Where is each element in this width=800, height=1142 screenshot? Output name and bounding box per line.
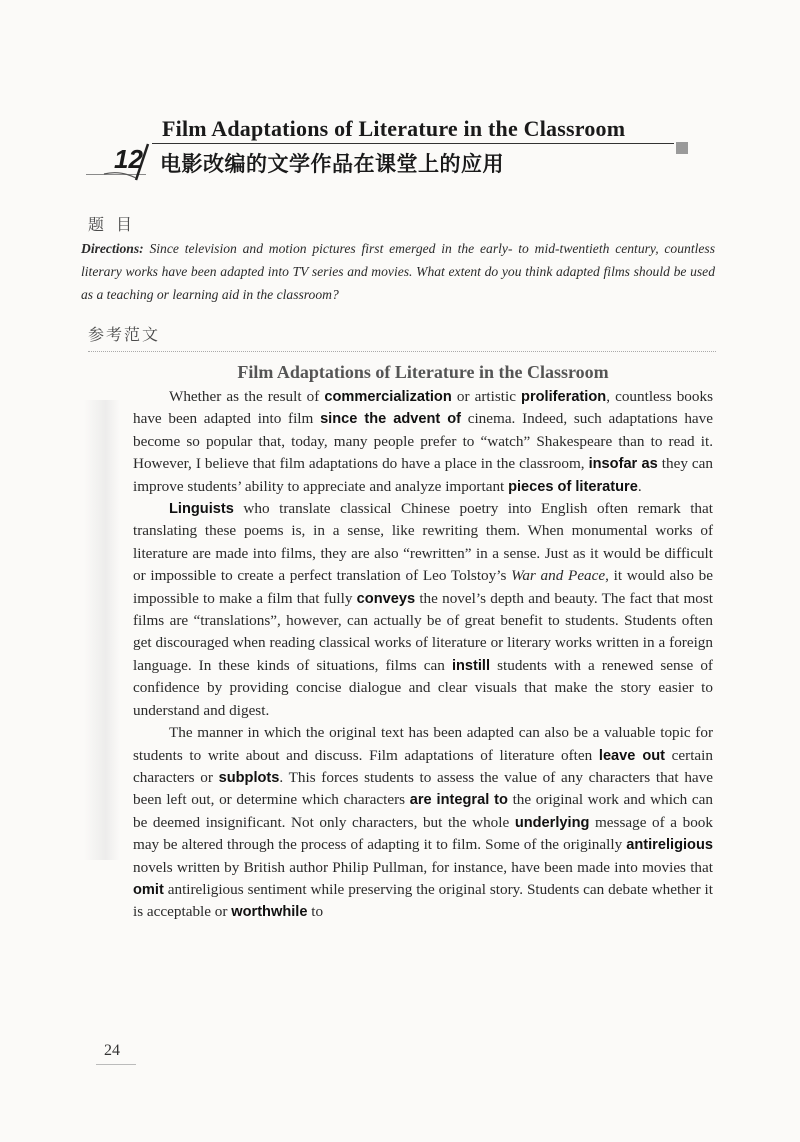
essay-paragraph-3	[133, 722, 713, 924]
essay-text: the original work and which can be deemed insignificant. Not only characters, but the whole	[133, 791, 713, 831]
directions-text	[81, 237, 715, 306]
page-number: 24	[104, 1042, 120, 1059]
reference-section-label: 参考范文	[88, 325, 161, 344]
essay-text: they can improve students’ ability to appreciate and analyze important	[133, 455, 714, 495]
essay-paragraph-2	[133, 498, 713, 722]
essay-text: certain characters or	[133, 746, 713, 786]
essay-text: . This forces students to assess the value of any characters that have been left out, or determine which characters	[133, 768, 713, 809]
vocabulary-keyword: pieces of literature	[508, 478, 638, 495]
vocabulary-keyword: commercialization	[324, 389, 452, 405]
essay-text: .	[637, 477, 642, 495]
chapter-number: 12	[114, 144, 143, 174]
scan-shadow	[84, 400, 120, 860]
directions-label: Directions:	[81, 241, 144, 256]
essay-text: , countless books have been adapted into film	[133, 388, 713, 428]
chapter-title-english: Film Adaptations of Literature in the Classroom	[162, 116, 626, 141]
directions-body: Since television and motion pictures first emerged in the early- to mid-twentieth century, countless literary works have been adapted into TV series and movies. What extent do you think adapted films should be used as a teaching or learning aid in the classroom?	[81, 241, 715, 302]
essay-text: , it would also be impossible to make a film that fully	[133, 567, 713, 607]
vocabulary-keyword: omit	[133, 881, 164, 898]
vocabulary-keyword: conveys	[356, 590, 416, 607]
vocabulary-keyword: subplots	[218, 769, 280, 786]
essay-title: Film Adaptations of Literature in the Classroom	[237, 362, 609, 382]
reference-rule	[88, 351, 716, 352]
vocabulary-keyword: leave out	[598, 747, 666, 764]
essay-text: antireligious sentiment while preserving the original story. Students can debate whether it is acceptable or	[133, 880, 713, 921]
essay-text: students with a renewed sense of confidence by providing concise dialogue and clear visuals that make the story easier to understand and digest.	[133, 656, 713, 719]
header-rule	[152, 143, 674, 144]
decorative-square-icon	[676, 142, 688, 154]
vocabulary-keyword: insofar as	[588, 456, 658, 473]
vocabulary-keyword: Linguists	[169, 501, 234, 518]
vocabulary-keyword: instill	[451, 657, 491, 674]
vocabulary-keyword: are integral to	[409, 792, 508, 809]
prompt-section-label: 题目	[88, 215, 145, 234]
essay-text: Whether as the result of	[169, 388, 325, 405]
essay-text: to	[307, 903, 324, 921]
essay-text: the novel’s depth and beauty. The fact that most films are “translations”, however, can actually be of great benefit to students. Students often get discouraged when reading classical works of literature or literary works written in a foreign language. In these kinds of situations, films can	[133, 589, 713, 674]
essay-text: message of a book may be altered through the process of adapting it to film. Some of the originally	[133, 813, 713, 854]
chapter-title-chinese: 电影改编的文学作品在课堂上的应用	[160, 152, 504, 176]
essay-body	[133, 386, 713, 924]
vocabulary-keyword: since the advent of	[320, 411, 461, 428]
vocabulary-keyword: antireligious	[626, 837, 713, 854]
vocabulary-keyword: worthwhile	[231, 904, 308, 921]
essay-text: cinema. Indeed, such adaptations have become so popular that, today, many people prefer to “watch” Shakespeare than to read it. However, I believe that film adaptations do have a place in the classroom,	[133, 410, 713, 473]
essay-text: The manner in which the original text has been adapted can also be a valuable topic for students to write about and discuss. Film adaptations of literature often	[133, 724, 713, 764]
vocabulary-keyword: underlying	[514, 814, 590, 831]
page-number-rule	[96, 1064, 136, 1065]
essay-text: novels written by British author Philip Pullman, for instance, have been made into movies that	[133, 858, 713, 876]
book-title: War and Peace	[511, 567, 606, 585]
essay-text: who translate classical Chinese poetry into English often remark that translating these poems is, in a sense, like rewriting them. When monumental works of literature are made into films, they are also “rewritten” in a sense. Just as it would be difficult or impossible to create a perfect translation of Leo Tolstoy’s	[133, 500, 713, 585]
vocabulary-keyword: proliferation	[521, 389, 607, 405]
essay-text: or artistic	[451, 388, 522, 405]
essay-paragraph-1	[133, 386, 713, 498]
